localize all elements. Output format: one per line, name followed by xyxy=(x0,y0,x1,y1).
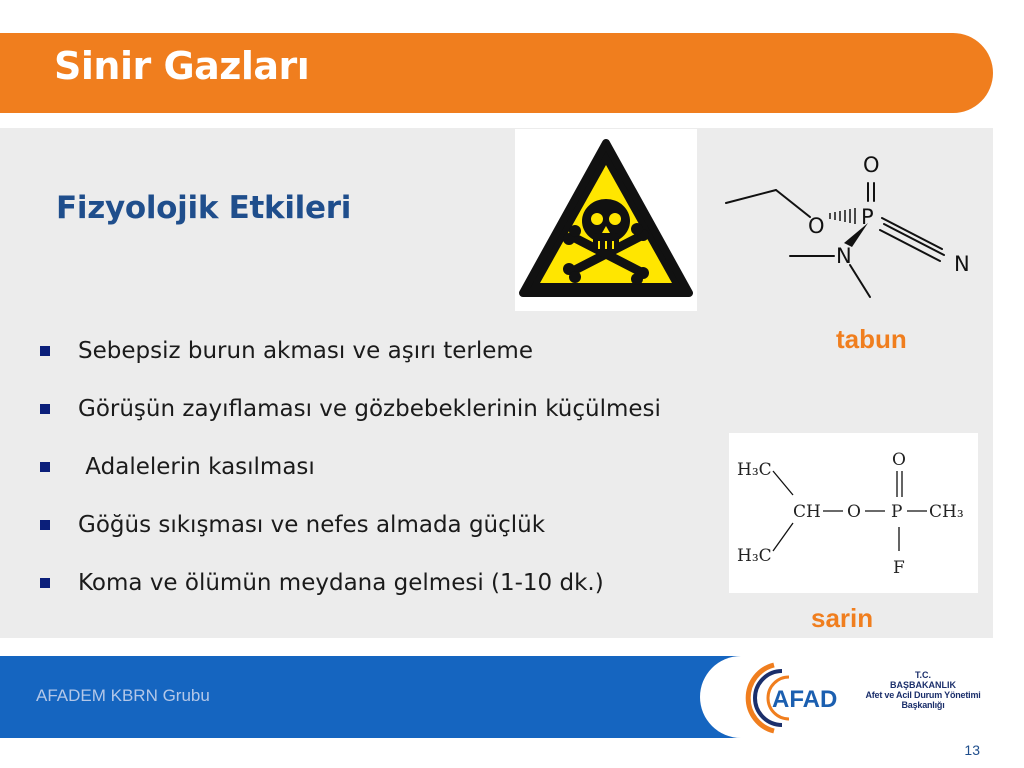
page-number: 13 xyxy=(964,742,980,758)
bullet-marker xyxy=(40,520,50,530)
bullet-item xyxy=(40,380,661,438)
ministry-name xyxy=(848,670,998,710)
sarin-atom-p: P xyxy=(891,502,903,522)
sarin-atom-o-top: O xyxy=(892,450,906,470)
sarin-atom-h3c-bottom: H₃C xyxy=(737,546,772,566)
sarin-atom-ch3: CH₃ xyxy=(929,502,964,522)
afad-logo-text: AFAD xyxy=(772,686,838,713)
sarin-atom-ch: CH xyxy=(793,502,821,522)
bullet-text: Adalelerin kasılması xyxy=(78,454,315,480)
bullet-item xyxy=(40,322,661,380)
bullet-text: Sebepsiz burun akması ve aşırı terleme xyxy=(78,338,533,364)
sarin-atom-o-mid: O xyxy=(847,502,861,522)
tabun-atom-n: N xyxy=(836,244,852,268)
sarin-atom-f: F xyxy=(893,558,905,578)
sarin-label: sarin xyxy=(811,603,874,633)
bullet-text: Görüşün zayıflaması ve gözbebeklerinin küçülmesi xyxy=(78,396,661,422)
ministry-line1: T.C. xyxy=(914,670,931,680)
sarin-atom-h3c-top: H₃C xyxy=(737,460,772,480)
bullet-text: Koma ve ölümün meydana gelmesi (1-10 dk.) xyxy=(78,570,604,596)
tabun-atom-o-top: O xyxy=(863,153,880,177)
bullet-marker xyxy=(40,462,50,472)
bullet-marker xyxy=(40,346,50,356)
footer-group-name: AFADEM KBRN Grubu xyxy=(36,686,210,705)
slide-subtitle: Fizyolojik Etkileri xyxy=(56,190,352,226)
tabun-atom-n-triple: N xyxy=(954,252,970,276)
tabun-atom-p: P xyxy=(861,205,874,229)
bullet-marker xyxy=(40,404,50,414)
tabun-label: tabun xyxy=(836,324,907,354)
afad-logo xyxy=(734,659,844,737)
tabun-atom-o: O xyxy=(808,214,825,238)
sarin-structure-diagram xyxy=(729,433,978,593)
bullet-text: Göğüs sıkışması ve nefes almada güçlük xyxy=(78,512,546,538)
skull-warning-icon xyxy=(515,129,697,311)
slide-title: Sinir Gazları xyxy=(54,44,310,88)
tabun-structure-diagram xyxy=(720,145,982,305)
bullet-list xyxy=(40,322,661,612)
ministry-line2: BAŞBAKANLIK xyxy=(890,680,956,690)
bullet-item xyxy=(40,496,661,554)
bullet-item xyxy=(40,554,661,612)
bullet-marker xyxy=(40,578,50,588)
ministry-line3: Afet ve Acil Durum Yönetimi Başkanlığı xyxy=(865,690,981,710)
warning-sign-image xyxy=(515,129,697,311)
bullet-item xyxy=(40,438,661,496)
